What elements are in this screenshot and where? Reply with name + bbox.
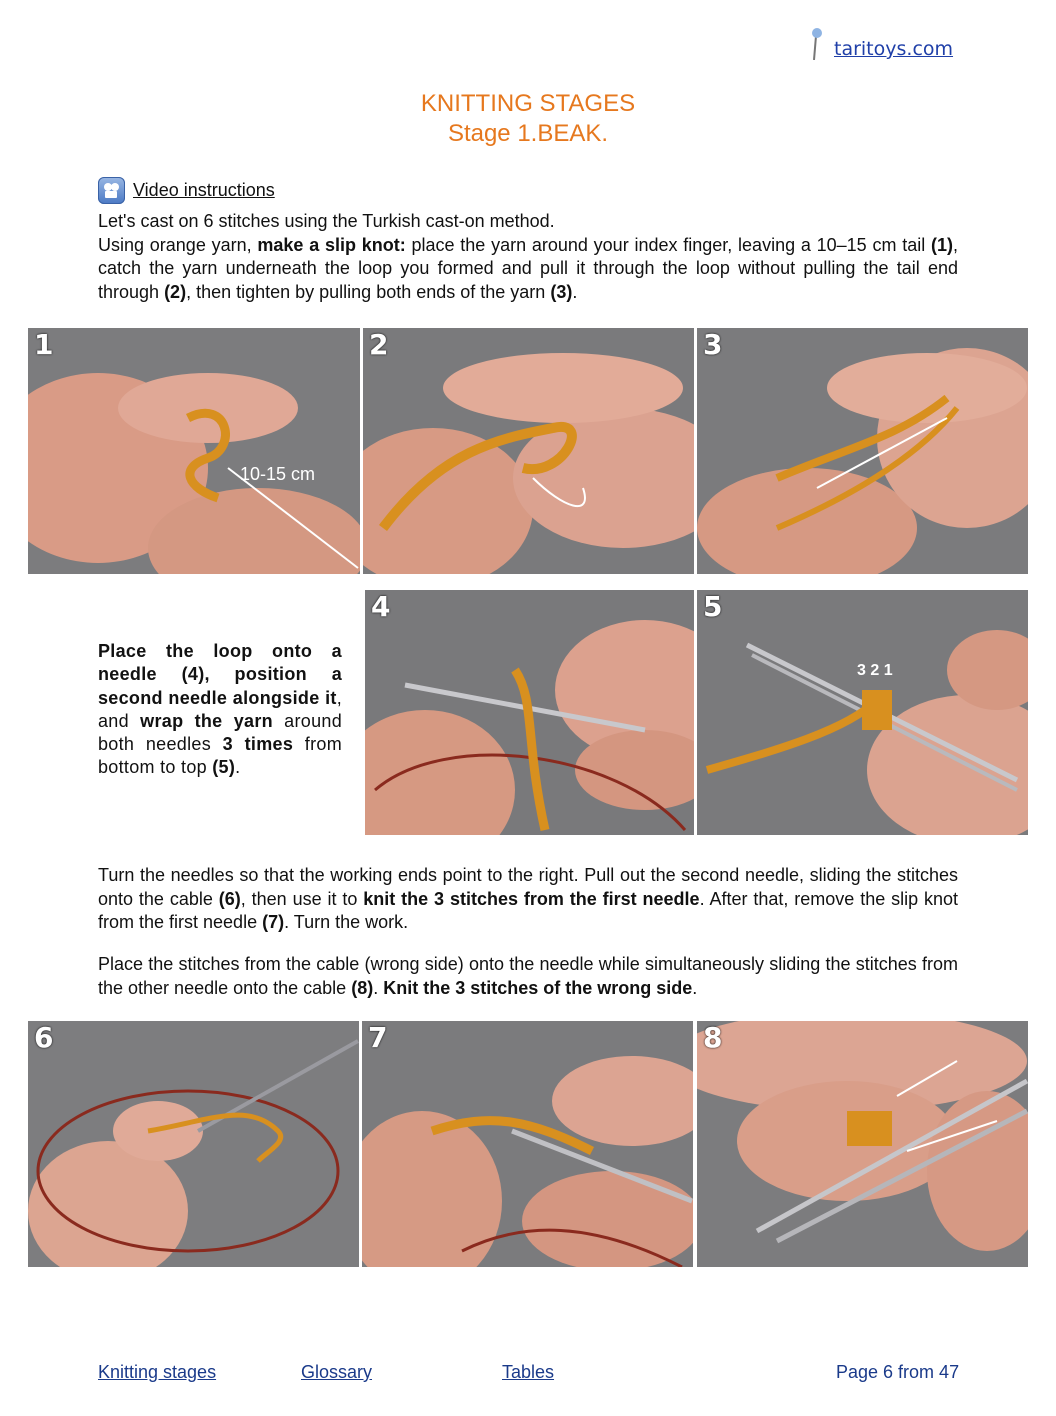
- text: . Turn the work.: [284, 912, 409, 932]
- brand-logo[interactable]: [806, 20, 953, 60]
- step-number: 2: [369, 328, 389, 361]
- bold-text: Knit the 3 stitches of the wrong side: [383, 977, 693, 998]
- intro-paragraph: [98, 210, 958, 304]
- tail-length-label: 10-15 cm: [240, 464, 316, 484]
- page-title: [0, 89, 1056, 149]
- text: .: [572, 281, 578, 302]
- bold-text: (5): [212, 757, 236, 778]
- step-number: 5: [703, 590, 723, 623]
- bold-text: wrap the yarn: [140, 710, 273, 731]
- bold-text: knit the 3 stitches from the first needle: [363, 888, 700, 909]
- footer-link-glossary[interactable]: Glossary: [301, 1362, 373, 1382]
- text: .: [692, 977, 698, 998]
- bold-text: (6): [218, 888, 241, 909]
- footer-link-tables[interactable]: Tables: [502, 1362, 555, 1382]
- intro-line: Let's cast on 6 stitches using the Turkish cast-on method.: [98, 211, 555, 231]
- text: . After that, remove the slip knot from the first needle: [98, 888, 959, 932]
- wrap-count-label: 3 2 1: [857, 662, 893, 679]
- step-number: 1: [34, 328, 54, 361]
- bold-text: (1): [930, 234, 953, 255]
- bold-text: (7): [262, 912, 285, 932]
- bold-text: 3 times: [222, 734, 294, 755]
- video-instructions[interactable]: [98, 177, 275, 204]
- photo-step-3: [697, 328, 1028, 574]
- camera-icon[interactable]: [98, 177, 125, 204]
- turn-paragraph: [98, 864, 958, 935]
- text: , and: [98, 687, 342, 731]
- text: .: [235, 757, 241, 778]
- photo-step-8: [697, 1021, 1028, 1267]
- text: from bottom to top: [98, 734, 342, 778]
- bold-text: Place the loop onto a needle (4), position a second needle alongside it: [98, 641, 342, 708]
- slip-knot-instructions: [98, 234, 958, 305]
- text: , then use it to: [240, 888, 364, 909]
- photo-step-6: [28, 1021, 359, 1267]
- bold-text: (3): [550, 281, 573, 302]
- step-number: 7: [368, 1021, 388, 1054]
- video-instructions-link[interactable]: Video instructions: [133, 180, 275, 200]
- brand-link[interactable]: taritoys.com: [834, 38, 954, 60]
- photo-step-2: [363, 328, 694, 574]
- text: Using orange yarn,: [98, 234, 258, 255]
- wrap-instructions: [98, 640, 342, 780]
- title-line-1: KNITTING STAGES: [420, 90, 636, 117]
- text: place the yarn around your index finger, leaving a 10–15 cm tail: [405, 234, 931, 255]
- bold-text: (8): [351, 977, 374, 998]
- step-number: 3: [703, 328, 723, 361]
- bold-text: make a slip knot:: [257, 234, 406, 255]
- step-number: 4: [371, 590, 391, 623]
- step-number: 6: [34, 1021, 54, 1054]
- title-line-2: Stage 1.BEAK.: [447, 120, 609, 147]
- footer-link-knitting-stages[interactable]: Knitting stages: [98, 1362, 217, 1382]
- place-paragraph: [98, 953, 958, 1000]
- page-number: Page 6 from 47: [836, 1362, 960, 1382]
- photo-step-7: [362, 1021, 693, 1267]
- needle-figure-icon: [806, 26, 826, 60]
- text: , then tighten by pulling both ends of the yarn: [186, 281, 551, 302]
- photo-step-1: [28, 328, 360, 574]
- step-number: 8: [703, 1021, 723, 1054]
- bold-text: (2): [164, 281, 187, 302]
- photo-step-4: [365, 590, 694, 835]
- text: , catch the yarn underneath the loop you formed and pull it through the loop without pulling the tail end through: [98, 234, 958, 302]
- photo-step-5: [697, 590, 1028, 835]
- text: around both needles: [98, 710, 343, 755]
- text: .: [373, 977, 384, 998]
- text: Turn the needles so that the working ends point to the right. Pull out the second needle, sliding the stitches onto the cable: [98, 865, 958, 909]
- text: Place the stitches from the cable (wrong side) onto the needle while simultaneously sliding the stitches from the other needle onto the cable: [98, 954, 958, 998]
